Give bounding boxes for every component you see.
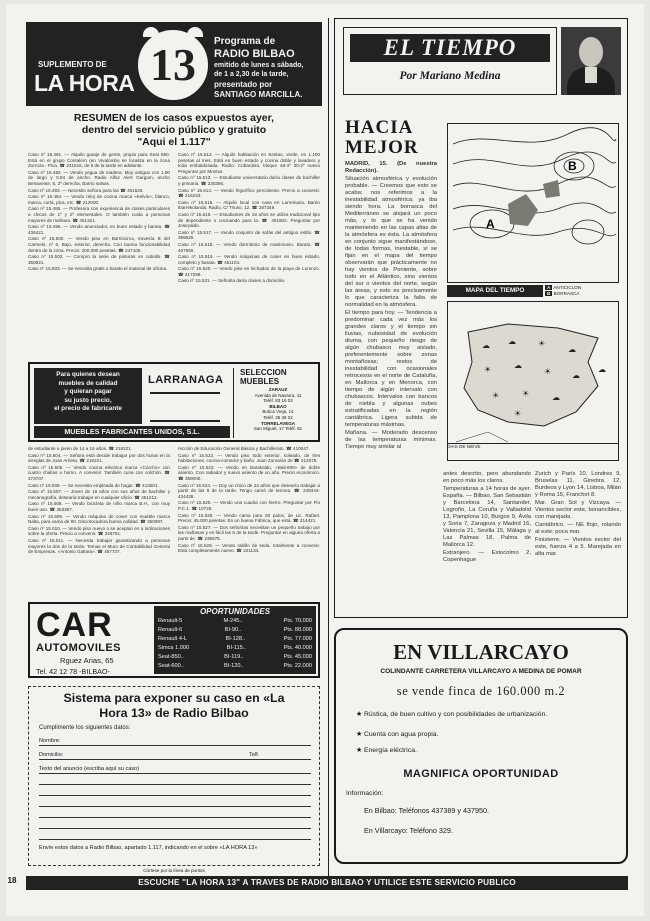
texto-line bbox=[39, 807, 311, 818]
clock-bell-right bbox=[187, 27, 203, 37]
larranaga-footer: MUEBLES FABRICANTES UNIDOS, S.L. bbox=[34, 426, 230, 438]
coupon-envio: Envíe estos datos a Radio Bilbao, apartado 1.117, indicando en el sobre «LA HORA 13» bbox=[39, 845, 258, 851]
larranaga-logo-shape bbox=[150, 392, 220, 422]
case-entry: Caso nº 15.525. — Vendo una cuadra con hierro. Preguntar por Flo P.C.1. ☎ 10729. bbox=[178, 500, 320, 511]
svg-text:☁: ☁ bbox=[568, 345, 576, 354]
iberia-map-svg bbox=[448, 302, 618, 460]
emitido-label: emitido de lunes a sábado, bbox=[214, 62, 304, 69]
villarcayo-bullet-2 bbox=[356, 730, 612, 738]
case-entry: Caso nº 15.504. — Señora está decide trabajar por dos horas en la arreglas de Juan Arrieta. ☎ 218221. bbox=[28, 452, 170, 464]
tiempo-col3 bbox=[535, 471, 621, 617]
domicilio-line bbox=[39, 749, 311, 760]
star-icon: ★ bbox=[356, 747, 363, 754]
case-entry: Caso nº 15.524. — Doy un chico de 24 años que desearía trabajar a partir de las 8 de la tarde. Tengo carné de tercera. ☎ 249344-434438. bbox=[178, 482, 320, 499]
tiempo-para: Zurich y París 10, Londres 9, Bruselas 11, Ginebra 12, Burdeos y Lyon 14, Lisboa, Milán y Roma 15, Francfort 8. bbox=[535, 471, 621, 498]
tagline-line: Para quienes desean bbox=[56, 371, 120, 378]
case-entry: Caso nº 15.512. — Alquilo habitación en Sestao, verde, en 1.100 pesetas al mes. Está en buen estado y cocina doble y lavadero y toda embaldosada. Radio: Cobardola, bloque 48-4º 30-2º nuevo Preguntar por Montse. bbox=[178, 152, 320, 174]
car-address: Rguez Arias, 65 bbox=[60, 656, 114, 665]
case-entry: Caso nº 15.492. — Vendo yegua de madera. Muy antiguo con 1.90 de largo y 0.84 de ancho. Radio Alfaz Alert Gargom, ancho Benavente, 5, 2º derecha, Barrio salsas. bbox=[28, 169, 170, 186]
offer-year: BI-128.. bbox=[225, 636, 246, 642]
tiempo-col2 bbox=[443, 471, 531, 617]
offer-row bbox=[158, 662, 312, 671]
case-entry: Caso nº 15.502. — Compro la serie de pinturas en caballo. ☎ 350821. bbox=[28, 254, 170, 265]
addr-line: Avenida de Navarra, 11 bbox=[254, 392, 302, 398]
tiempo-para: Extranjero. — Estocolmo 2, Copenhague bbox=[443, 550, 531, 563]
case-entry: Caso nº 15.521. — Señorita daría clases a domicilio. bbox=[178, 278, 286, 284]
tiempo-header bbox=[343, 27, 557, 95]
villarcayo-ad bbox=[334, 628, 628, 864]
legend2-label: DIAS DE NIEVE bbox=[447, 444, 481, 449]
map-legend-2 bbox=[447, 443, 619, 462]
isobar-map-svg bbox=[448, 124, 618, 282]
photo-face bbox=[579, 37, 603, 67]
offer-row bbox=[158, 617, 312, 626]
radio-bilbao-label: RADIO BILBAO bbox=[214, 48, 295, 60]
case-entry: Caso nº 15.496. — Vendo anunciador, en buen estado y barato. ☎ 436421. bbox=[28, 224, 170, 235]
case-entry: Caso nº 15.494. — Vendo reloj de cocina marca «Kelvin», blanco, marca, curta, pica, etc. ☎ 212000. bbox=[28, 194, 170, 205]
map-legend bbox=[545, 285, 619, 297]
texto-field[interactable] bbox=[39, 763, 311, 840]
seleccion-addresses bbox=[238, 387, 318, 432]
addr-line: San Miguel, 17 Teléf. 81 bbox=[253, 426, 303, 432]
clock-13-logo bbox=[138, 30, 208, 100]
telf-label: Telf. bbox=[249, 752, 260, 758]
case-entry: Caso nº 15.503. — Se necesita gratis o barato el material de oficina. bbox=[28, 266, 168, 272]
legend-a-label: ANTICICLON bbox=[553, 285, 582, 290]
offers-list bbox=[154, 617, 316, 671]
car-sub: AUTOMOVILES bbox=[36, 642, 121, 654]
tiempo-para: Situación atmosférica y evolución probable. — Creemos que esto se acaba; nos referimos a la inestabilidad atmosférica; ya iba siendo hora. La borrasca del Mediterráneo se alejará un poco más, y lo que se ha venido manteniendo en las capas altas de la atmósfera es ésta. La atmósfera en conjunto sigue manifestándose, de todas formas, inestable, si se fijan en el mapa del tiempo observarán que prácticamente no hay vientos de Poniente, sobre todo en el Atlántico, sino vientos del sur o vientos del norte, según las áreas, y esto es precisamente lo que caracteriza la falta de normalidad en la atmósfera. bbox=[345, 176, 437, 308]
cases-left-column-2 bbox=[28, 446, 170, 596]
offer-price: Pts. 45.000 bbox=[283, 654, 312, 660]
larranaga-divider bbox=[233, 368, 234, 438]
tiempo-para: Mañana. — Moderado descenso de las temperaturas mínimas. Tiempo muy similar al bbox=[345, 430, 437, 450]
tiempo-para: Temperaturas a 14 horas de ayer. España. — Bilbao, San Sebastián y Barcelona 14, Santander, Logroño, La Coruña y Valladolid 13, Pamplona 10, Burgos 9, Ávila y Soria 7, Zaragoza y Madrid 16, Valencia 21, Sevilla 15, Málaga y Las Palmas 18, Palma de Mallorca 12. bbox=[443, 486, 531, 548]
tiempo-para: Cantábrico. — NE flojo, rolando al este; poca mar. bbox=[535, 522, 621, 535]
svg-text:☁: ☁ bbox=[598, 365, 606, 374]
offer-model: Seat-850.. bbox=[158, 654, 184, 660]
horario-label: de 1 a 2,30 de la tarde, bbox=[214, 71, 289, 78]
tagline-line: su justo precio, bbox=[64, 396, 112, 404]
case-entry: Caso nº 15.500. — Vendo piso en Barriocirca, travesía B del Carmelo, nº 6, Bajo, exterior, derecha. Con buena funcionabilidad dentro de la zona. Precio: 200.000 pesetas. ☎ 247106. bbox=[28, 236, 170, 253]
coupon bbox=[28, 686, 320, 866]
nombre-field[interactable] bbox=[39, 735, 311, 746]
villarcayo-local-phone: En Villarcayo: Teléfono 329. bbox=[364, 826, 453, 835]
case-entry: de estudiante a joven de 14 a 16 años. ☎ 218221. bbox=[28, 446, 133, 451]
offers-title: OPORTUNIDADES bbox=[199, 607, 271, 616]
svg-text:☁: ☁ bbox=[572, 371, 580, 380]
offer-price: Pts. 70.000 bbox=[283, 618, 312, 624]
case-entry: Caso nº 15.517. — Vendo conjunto de sofás del antiguo estilo. ☎ 399625. bbox=[178, 229, 320, 241]
photo-collar bbox=[585, 67, 597, 83]
offer-year: BI-119.. bbox=[224, 654, 244, 660]
case-entry: Caso nº 15.526. — Vendo cama para 50 palos, de Lic. Rafael. Precio: 45.000 pesetas. En un buena Fábrica, que está. ☎ 214421. bbox=[178, 512, 320, 524]
map-b-marker: B bbox=[568, 159, 577, 173]
case-entry: Caso nº 15.493. — Necesito señora para las ☎ 451525. bbox=[28, 187, 144, 193]
case-entry: Caso nº 15.520. — Vendo piso en lechados de la playa de Lorenzo. ☎ 417299. bbox=[178, 266, 320, 277]
svg-text:☀: ☀ bbox=[538, 339, 546, 348]
tagline-line: el precio de fabricante bbox=[54, 405, 122, 413]
tagline-line: y quieran pagar bbox=[64, 388, 112, 396]
el-tiempo-section bbox=[334, 18, 628, 618]
larranaga-ad bbox=[28, 362, 320, 442]
domicilio-field[interactable] bbox=[39, 749, 311, 760]
case-entry: Caso nº 15.522. — Vendo piso todo exterior, soleado, de tres habitaciones, cocina-comedor y baño. Juan Zumarán de ☎ 212578. bbox=[178, 452, 320, 464]
nombre-label: Nombre: bbox=[39, 738, 61, 744]
resumen-title-1: RESUMEN de los casos expuestos ayer, bbox=[73, 112, 275, 124]
villarcayo-opportunity: MAGNIFICA OPORTUNIDAD bbox=[403, 768, 559, 780]
case-entry: Caso nº 15.506. — Se necesita empleada de hogar. ☎ 413501. bbox=[28, 482, 159, 488]
addr-line: Botica Vieja, 14 bbox=[262, 409, 294, 415]
villarcayo-subtitle: COLINDANTE CARRETERA VILLARCAYO A MEDINA DE POMAR bbox=[380, 668, 582, 675]
case-entry: Caso nº 15.514. — Vendo frigorífico percoliente. Precio a convenir. ☎ 216243. bbox=[178, 187, 320, 199]
column-rule bbox=[328, 18, 329, 878]
svg-text:☀: ☀ bbox=[522, 389, 530, 398]
case-entry: Caso nº 15.513. — Estudiante universitario daría clases de bachiller y primaria. ☎ 230396. bbox=[178, 175, 320, 186]
tiempo-para: El tiempo para hoy. — Tendencia a predominar cada vez más los grandes claros y el tiempo sin lluvias, nubosidad de evolución diurna, con pequeño riesgo de algún chubasco muy aislado, preferentemente sobre zonas montañosas; restos de inestabilidad con ocasionales retrocesos en el norte de Cataluña, en Mallorca y en Menorca, con tiempo de algún intervalo con chubascos. Intervalos con bancos de niebla y algunas nubes estratificadas en la región cantábrica. Ligera subida de temperaturas máximas. bbox=[345, 310, 437, 428]
svg-text:☁: ☁ bbox=[514, 361, 522, 370]
offer-model: Renault-5 bbox=[158, 618, 183, 624]
map-a-marker: A bbox=[486, 217, 495, 231]
addr-line: Teléf. 83 16 03 bbox=[263, 398, 293, 404]
cut-instruction: Córtese por la línea de puntos bbox=[143, 868, 205, 873]
case-entry: Caso nº 15.519. — Vendo máquinas de coser en buen estado, completo y barata. ☎ 451104. bbox=[178, 254, 320, 265]
star-icon: ★ bbox=[356, 711, 363, 718]
author-photo bbox=[561, 27, 621, 95]
tiempo-col1 bbox=[345, 161, 437, 617]
case-entry: Caso nº 15.508. — Vendo bicicleta de niño marca B.H., con muy buen uso. ☎ 353387. bbox=[28, 501, 170, 512]
offer-model: Seat-600.. bbox=[158, 663, 184, 669]
page-number: 18 bbox=[7, 876, 17, 885]
tiempo-para: MADRID, 15. (De nuestra Redacción). bbox=[345, 161, 437, 174]
legend-b bbox=[545, 291, 619, 297]
bullet-text: Rústica, de buen cultivo y con posibilidades de urbanización. bbox=[363, 711, 548, 718]
larranaga-brand: LARRANAGA bbox=[148, 374, 224, 386]
offer-row bbox=[158, 644, 312, 653]
offer-price: Pts. 77.000 bbox=[283, 636, 312, 642]
seleccion-title-2: MUEBLES bbox=[240, 377, 280, 386]
svg-text:☁: ☁ bbox=[482, 341, 490, 350]
presentado-label: presentado por bbox=[214, 80, 273, 89]
programa-label: Programa de bbox=[214, 36, 276, 47]
domicilio-label: Domicilio: bbox=[39, 752, 64, 758]
villarcayo-info: Información: bbox=[346, 790, 384, 797]
bottom-banner: ESCUCHE "LA HORA 13" A TRAVES DE RADIO BILBAO Y UTILICE ESTE SERVICIO PUBLICO bbox=[26, 876, 628, 890]
offer-model: Simca 1.000 bbox=[158, 645, 190, 651]
villarcayo-title: EN VILLARCAYO bbox=[393, 640, 569, 664]
case-entry: Caso nº 15.523. — Vendo en Barakaldo, «Bali-800» de doble asiento. Con radiador y nuevo asiento de un año. Precio económico. ☎ 359000. bbox=[178, 464, 320, 481]
texto-line bbox=[39, 829, 311, 840]
case-entry: Caso nº 15.527. — Dos señoritas necesitan un pequeño trabajo por las mañanas y es fácil las 5 de la tarde. Preguntar en alguna oferta a partir de. ☎ 235675. bbox=[178, 524, 320, 541]
seleccion-title-1: SELECCION bbox=[240, 368, 287, 377]
offer-year: BI-90.. bbox=[224, 627, 242, 633]
offer-year: BI-115.. bbox=[226, 645, 246, 651]
offer-model: Renault-6 bbox=[158, 627, 183, 633]
offer-year: BI-120.. bbox=[223, 663, 244, 669]
case-entry: Caso nº 15.515. — Alquilo local con casa en Larreinaza. Barrio Ibarrekolanda. Radio, C/ Triuso, 12. ☎ 287349. bbox=[178, 199, 320, 211]
addr-line: TORRELAVEGA bbox=[260, 420, 296, 426]
case-entry: Caso nº 15.491. — Alquilo garaje de gente, propio para Seat 850. Está en el grupo Contalero (en Vivalombo se localiza en la zona Zorroza - Pica. ☎ 241516, de 9 de la tarde en adelante. bbox=[28, 152, 170, 169]
newspaper-page bbox=[6, 4, 644, 916]
cases-right-column-2 bbox=[178, 446, 320, 596]
offers-panel bbox=[154, 606, 316, 674]
tiempo-byline: Por Mariano Medina bbox=[399, 70, 501, 82]
car-phone: Tel. 42 12 78 -BILBAO- bbox=[36, 667, 110, 676]
villarcayo-bullet-3 bbox=[356, 746, 612, 754]
offer-row bbox=[158, 635, 312, 644]
case-entry: Caso nº 15.505. — Vendo cocina eléctrica marca «Corcho» con cuatro chalías u horno. A convenir. También cuna con colchón. ☎ 373707. bbox=[28, 464, 170, 481]
tiempo-headline-2: MEJOR bbox=[345, 137, 419, 158]
texto-line bbox=[39, 796, 311, 807]
weather-map-iberia bbox=[447, 301, 619, 461]
texto-line bbox=[39, 774, 311, 785]
svg-text:☀: ☀ bbox=[484, 365, 492, 374]
clock-bell-left bbox=[143, 27, 159, 37]
resumen-title-3: "Aqui el 1.117" bbox=[137, 136, 211, 148]
nombre-line bbox=[39, 735, 311, 746]
case-entry: rección de Educación General Básica y Bachillerato. ☎ 410047. bbox=[178, 446, 310, 451]
car-brand: CAR bbox=[36, 606, 113, 644]
suplemento-label: SUPLEMENTO DE bbox=[38, 60, 107, 69]
svg-text:☀: ☀ bbox=[514, 409, 522, 418]
coupon-instructions: Cumplimente los siguientes datos: bbox=[39, 725, 131, 731]
texto-line bbox=[39, 818, 311, 829]
case-entry: Caso nº 15.516. — Estudiantes de 18 años se utiliza tradicional tipo de dependiente o cocinando para la. ☎ 451902. Preguntar por Joseyaldo. bbox=[178, 211, 320, 229]
case-entry: Caso nº 15.507. — Joven de 18 años con sus años de bachiller y mecanografía, desearía trabajar en cualquier oficio. ☎ 451212. bbox=[28, 489, 170, 500]
case-entry: Caso nº 15.511. — Necesita trabajar garantizando a personas mayores la dos de la tarde. Temas el Muro de Contabilidad General de Empresas. «Antonio Galtara». ☎ 457737. bbox=[28, 537, 170, 555]
case-entry: Caso nº 15.518. — Vendo dormitorio de matrimonio. Barato. ☎ 467950. bbox=[178, 241, 320, 253]
coupon-title-2: Hora 13» de Radio Bilbao bbox=[99, 706, 249, 720]
weather-map-isobars bbox=[447, 123, 619, 283]
cases-left-column bbox=[28, 152, 170, 358]
case-entry: Caso nº 15.509. — Vendo máquina de coser con mueble marca Nalta, para cama de 90. Discotocadora buena calidad. ☎ 350097. bbox=[28, 513, 170, 525]
presenter-name: SANTIAGO MARCILLA. bbox=[214, 90, 303, 99]
larranaga-tagline-panel bbox=[34, 368, 142, 424]
tiempo-para: Finisterre. — Vientos sector del este, fuerza 4 a 5. Marejada en alta mar. bbox=[535, 537, 621, 557]
tiempo-para: antes descrito, pero abundando en poco más los claros. bbox=[443, 471, 531, 484]
coupon-title-1: Sistema para exponer su caso en «La bbox=[63, 691, 285, 705]
la-hora-title: LA HORA bbox=[34, 70, 135, 96]
svg-text:☁: ☁ bbox=[552, 393, 560, 402]
legend-b-label: BORRASCA bbox=[553, 291, 580, 296]
tagline-line: muebles de calidad bbox=[58, 379, 118, 387]
case-entry: Caso nº 15.528. — Vendo rabillo de seda, totalmente a convenir. Está completamente nuevo. ☎ 221134. bbox=[178, 542, 320, 554]
offer-row bbox=[158, 653, 312, 662]
la-hora-header bbox=[26, 22, 322, 106]
texto-label: Texto del anuncio (escriba aquí su caso) bbox=[39, 766, 140, 772]
offer-model: Renault 4-L bbox=[158, 636, 187, 642]
clock-number: 13 bbox=[150, 39, 196, 90]
villarcayo-bilbao-phones: En Bilbao: Teléfonos 437389 y 437950. bbox=[364, 806, 489, 815]
legend-b-key: B bbox=[547, 291, 551, 296]
bullet-text: Cuenta con agua propia. bbox=[363, 731, 439, 738]
offer-row bbox=[158, 626, 312, 635]
legend-a-key: A bbox=[547, 285, 551, 290]
svg-text:☁: ☁ bbox=[508, 337, 516, 346]
cases-right-column bbox=[178, 152, 320, 358]
tiempo-headline-1: HACIA bbox=[345, 117, 414, 138]
texto-line bbox=[39, 763, 311, 774]
star-icon: ★ bbox=[356, 731, 363, 738]
offer-price: Pts. 40.000 bbox=[283, 645, 312, 651]
resumen-title-2: dentro del servicio público y gratuito bbox=[81, 124, 267, 136]
villarcayo-bullet-1 bbox=[356, 710, 612, 718]
texto-line bbox=[39, 785, 311, 796]
car-automoviles-ad bbox=[28, 602, 320, 678]
bullet-text: Energía eléctrica. bbox=[363, 747, 417, 754]
addr-line: ZARAUZ bbox=[268, 387, 288, 392]
case-entry: Caso nº 15.510. — Vendo piso nuevo o se aceptan en a indicaciones sobre la oferta. Precio a convenir. ☎ 346761. bbox=[28, 525, 170, 537]
svg-text:☀: ☀ bbox=[544, 367, 552, 376]
offer-price: Pts. 22.000 bbox=[283, 663, 312, 669]
svg-text:☀: ☀ bbox=[492, 391, 500, 400]
offer-year: M-245.. bbox=[223, 618, 243, 624]
villarcayo-sale: se vende finca de 160.000 m.2 bbox=[396, 684, 566, 698]
tiempo-title: EL TIEMPO bbox=[350, 34, 550, 62]
addr-line: Teléf. 36 36 22 bbox=[263, 414, 293, 420]
tiempo-para: Mar. Gran Sol y Vizcaya. — Vientos sector este, bonancibles, con marejada. bbox=[535, 500, 621, 520]
offer-price: Pts. 88.000 bbox=[283, 627, 312, 633]
map-label: MAPA DEL TIEMPO bbox=[447, 285, 543, 297]
case-entry: Caso nº 15.495. — Profesora con experiencia de clases particulares a chicos de 1º y 2º elementales. O también cuida a personas mayores de mañana. ☎ 451321. bbox=[28, 206, 170, 223]
addr-line: BILBAO bbox=[269, 403, 287, 409]
